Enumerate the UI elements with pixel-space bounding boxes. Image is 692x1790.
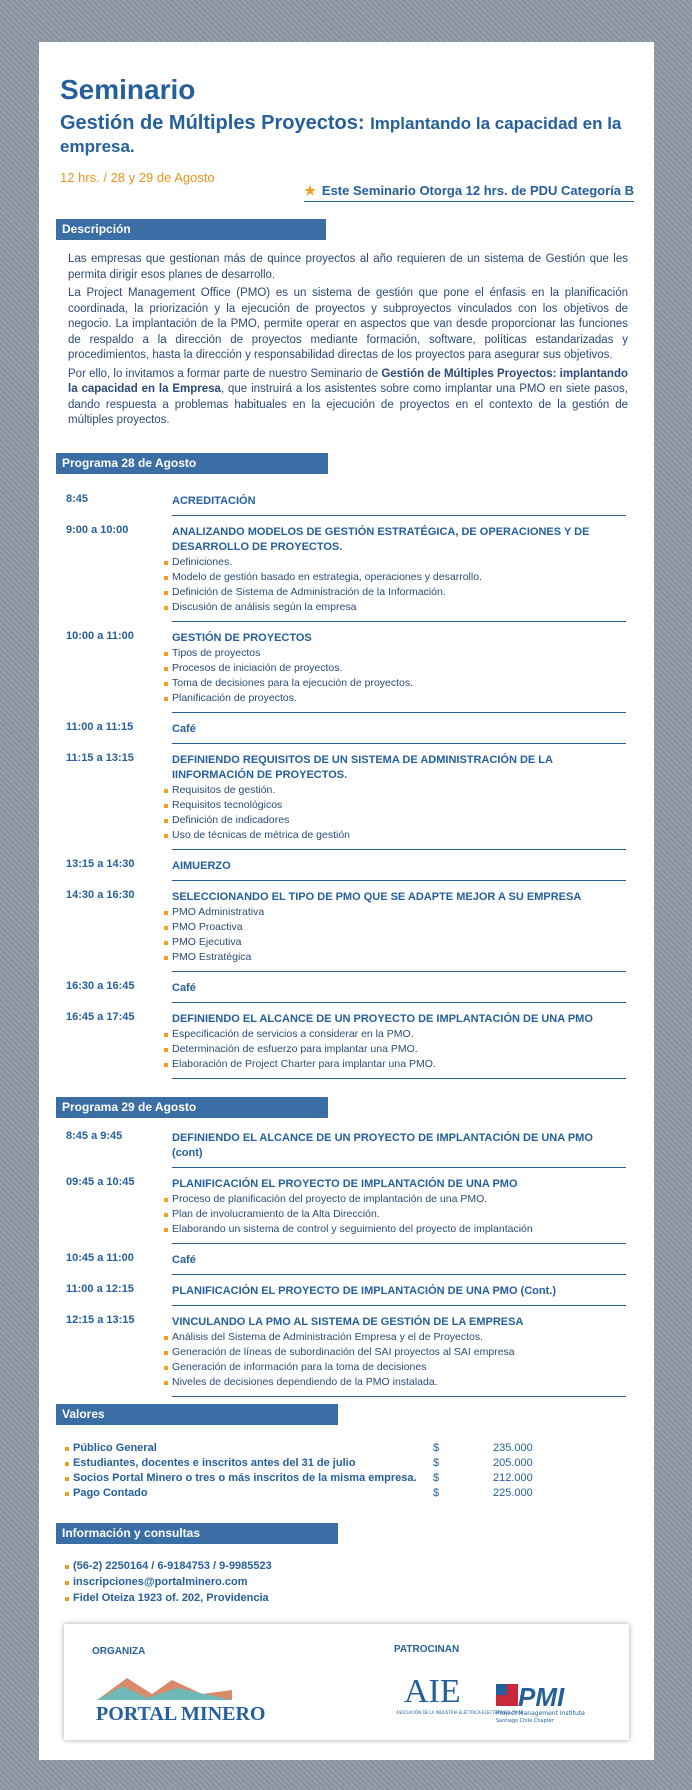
schedule-body: [172, 980, 626, 1003]
schedule-body: [172, 524, 626, 622]
schedule-heading: DEFINIENDO EL ALCANCE DE UN PROYECTO DE IMPLANTACIÓN DE UNA PMO: [172, 1013, 593, 1025]
price-amount: 205.000: [493, 1457, 533, 1469]
schedule-heading: SELECCIONANDO EL TIPO DE PMO QUE SE ADAPTE MEJOR A SU EMPRESA: [172, 891, 582, 903]
description-p2: La Project Management Office (PMO) es un sistema de gestión que pone el énfasis en la planificación coordinada, la priorización y la ejecución de proyectos y subproyectos vinculados con los objetivos de negocio. La implantación de la PMO, permite operar en aspectos que van desde proporcionar las funciones de respaldo a la dirección de proyectos mediante formación, software, políticas estandarizadas y procedimientos, hasta la dirección y responsabilidad directas de los proyectos para asegurar sus objetivos.: [68, 287, 628, 361]
page-title: Seminario: [60, 74, 196, 105]
schedule-time: 16:45 a 17:45: [66, 1011, 135, 1023]
schedule-heading: Café: [172, 723, 196, 735]
schedule-item: Análisis del Sistema de Administración Empresa y el de Proyectos.: [172, 1330, 626, 1345]
price-row: [73, 1442, 533, 1457]
section-informacion: Información y consultas: [56, 1523, 338, 1544]
schedule-row: [66, 1314, 626, 1397]
pmi-caption-2: Santiago Chile Chapter: [496, 1718, 554, 1724]
schedule-body: [172, 630, 626, 713]
star-icon: ★: [304, 183, 316, 198]
schedule-row: [66, 721, 626, 744]
contact-email[interactable]: inscripciones@portalminero.com: [73, 1576, 272, 1592]
pmi-logo-text: PMI: [518, 1682, 565, 1712]
pmi-caption-1: Project Management Institute: [496, 1710, 585, 1717]
schedule-heading: PLANIFICACIÓN EL PROYECTO DE IMPLANTACIÓN DE UNA PMO: [172, 1178, 518, 1190]
schedule-row: [66, 1252, 626, 1275]
schedule-heading: PLANIFICACIÓN EL PROYECTO DE IMPLANTACIÓN DE UNA PMO (Cont.): [172, 1285, 556, 1297]
schedule-body: [172, 1130, 626, 1168]
price-amount: 212.000: [493, 1472, 533, 1484]
schedule-item: Elaboración de Project Charter para implantar una PMO.: [172, 1057, 626, 1072]
schedule-body: [172, 1176, 626, 1244]
description-p1: Las empresas que gestionan más de quince proyectos al año requieren de un sistema de Gestión que les permita dirigir esos planes de desarrollo.: [68, 253, 628, 281]
schedule-body: [172, 1283, 626, 1306]
price-label: Estudiantes, docentes e inscritos antes del 31 de julio: [73, 1457, 356, 1469]
schedule-heading: DEFINIENDO EL ALCANCE DE UN PROYECTO DE IMPLANTACIÓN DE UNA PMO (cont): [172, 1132, 593, 1159]
pdu-text: Este Seminario Otorga 12 hrs. de PDU Categoría B: [321, 183, 634, 198]
schedule-time: 10:00 a 11:00: [66, 630, 134, 642]
price-cur: $: [433, 1442, 440, 1454]
schedule-heading: ANALIZANDO MODELOS DE GESTIÓN ESTRATÉGICA, DE OPERACIONES Y DE DESARROLLO DE PROYECTOS.: [172, 526, 590, 553]
schedule-row: [66, 752, 626, 850]
schedule-item: Determinación de esfuerzo para implantar una PMO.: [172, 1042, 626, 1057]
description-p3: [68, 367, 628, 429]
schedule-item: Modelo de gestión basado en estrategia, operaciones y desarrollo.: [172, 570, 626, 585]
schedule-body: [172, 721, 626, 744]
schedule-row: [66, 1011, 626, 1079]
schedule-time: 11:00 a 12:15: [66, 1283, 134, 1295]
schedule-body: [172, 889, 626, 972]
schedule-item: Plan de involucramiento de la Alta Dirección.: [172, 1207, 626, 1222]
schedule-time: 10:45 a 11:00: [66, 1252, 134, 1264]
seminar-flyer: [39, 42, 654, 1760]
aie-caption: ASOCIACIÓN DE LA INDUSTRIA ELÉCTRICA-ELECTRÓNICA CHILE: [396, 1710, 524, 1715]
schedule-heading: DEFINIENDO REQUISITOS DE UN SISTEMA DE ADMINISTRACIÓN DE LA IINFORMACIÓN DE PROYECTOS.: [172, 754, 553, 781]
schedule-heading: Café: [172, 1254, 196, 1266]
schedule-time: 09:45 a 10:45: [66, 1176, 135, 1188]
price-amount: 235.000: [493, 1442, 533, 1454]
schedule-body: [172, 1314, 626, 1397]
schedule-time: 8:45 a 9:45: [66, 1130, 123, 1142]
schedule-items: [172, 1192, 626, 1237]
price-row: [73, 1457, 533, 1472]
portal-minero-text: PORTAL MINERO: [96, 1703, 266, 1725]
price-cur: $: [433, 1472, 440, 1484]
description-p3c: , que instruirá a los asistentes sobre como implantar una PMO en siete pasos, dando respuesta a problemas habituales en la ejecución de proyectos en el contexto de la gestión de múltiples proyectos.: [68, 383, 628, 426]
schedule-item: PMO Proactiva: [172, 920, 626, 935]
schedule-body: [172, 1252, 626, 1275]
schedule-time: 13:15 a 14:30: [66, 858, 135, 870]
schedule-time: 11:00 a 11:15: [66, 721, 134, 733]
schedule-day1: [66, 493, 626, 1087]
schedule-body: [172, 858, 626, 881]
price-row: [73, 1472, 533, 1487]
seminar-dates: 12 hrs. / 28 y 29 de Agosto: [60, 170, 215, 185]
pdu-note: [304, 183, 634, 202]
price-cur: $: [433, 1457, 440, 1469]
schedule-body: [172, 752, 626, 850]
patrocinan-label: PATROCINAN: [394, 1644, 460, 1655]
description: [68, 252, 628, 432]
schedule-item: Niveles de decisiones dependiendo de la PMO instalada.: [172, 1375, 626, 1390]
contact-address: Fidel Oteiza 1923 of. 202, Providencia: [73, 1592, 272, 1608]
schedule-item: Definiciones.: [172, 555, 626, 570]
schedule-row: [66, 524, 626, 622]
schedule-item: Generación de información para la toma de decisiones: [172, 1360, 626, 1375]
schedule-item: Generación de líneas de subordinación del SAI proyectos al SAI empresa: [172, 1345, 626, 1360]
price-row: [73, 1487, 533, 1502]
schedule-row: [66, 889, 626, 972]
contact-phone: (56-2) 2250164 / 6-9184753 / 9-9985523: [73, 1560, 272, 1576]
schedule-item: Planificación de proyectos.: [172, 691, 626, 706]
schedule-item: Especificación de servicios a considerar en la PMO.: [172, 1027, 626, 1042]
schedule-item: Procesos de iniciación de proyectos.: [172, 661, 626, 676]
schedule-row: [66, 980, 626, 1003]
schedule-item: Definición de indicadores: [172, 813, 626, 828]
schedule-item: PMO Estratégica: [172, 950, 626, 965]
schedule-item: Requisitos de gestión.: [172, 783, 626, 798]
schedule-items: [172, 646, 626, 706]
schedule-item: Definición de Sistema de Administración de la Información.: [172, 585, 626, 600]
price-list: [73, 1442, 533, 1502]
schedule-time: 16:30 a 16:45: [66, 980, 135, 992]
schedule-day2: [66, 1130, 626, 1405]
schedule-items: [172, 905, 626, 965]
schedule-heading: AIMUERZO: [172, 860, 231, 872]
schedule-items: [172, 1027, 626, 1072]
schedule-row: [66, 858, 626, 881]
schedule-items: [172, 1330, 626, 1390]
schedule-item: Elaborando un sistema de control y seguimiento del proyecto de implantación: [172, 1222, 626, 1237]
schedule-row: [66, 1176, 626, 1244]
schedule-row: [66, 493, 626, 516]
section-valores: Valores: [56, 1404, 338, 1425]
organiza-label: ORGANIZA: [92, 1646, 146, 1657]
aie-logo: [394, 1662, 524, 1732]
schedule-heading: Café: [172, 982, 196, 994]
price-label: Socios Portal Minero o tres o más inscritos de la misma empresa.: [73, 1472, 417, 1484]
price-cur: $: [433, 1487, 440, 1499]
schedule-items: [172, 783, 626, 843]
subtitle-rest: Implantando la capacidad en la empresa.: [60, 114, 622, 156]
pmi-logo: [494, 1680, 604, 1726]
schedule-time: 8:45: [66, 493, 89, 505]
schedule-time: 14:30 a 16:30: [66, 889, 135, 901]
schedule-row: [66, 630, 626, 713]
schedule-item: PMO Ejecutiva: [172, 935, 626, 950]
section-programa-28: Programa 28 de Agosto: [56, 453, 328, 474]
schedule-time: 11:15 a 13:15: [66, 752, 134, 764]
schedule-row: [66, 1130, 626, 1168]
schedule-item: Tipos de proyectos: [172, 646, 626, 661]
schedule-item: Proceso de planificación del proyecto de implantación de una PMO.: [172, 1192, 626, 1207]
schedule-row: [66, 1283, 626, 1306]
subtitle-main: Gestión de Múltiples Proyectos:: [60, 112, 365, 134]
schedule-time: 9:00 a 10:00: [66, 524, 129, 536]
schedule-heading: VINCULANDO LA PMO AL SISTEMA DE GESTIÓN DE LA EMPRESA: [172, 1316, 524, 1328]
schedule-item: Discusión de análisis según la empresa: [172, 600, 626, 615]
sponsors-box: [64, 1624, 629, 1740]
description-p3-bold: Gestión de Múltiples Proyectos: implantando la capacidad en la Empresa: [68, 367, 628, 395]
section-programa-29: Programa 29 de Agosto: [56, 1097, 328, 1118]
aie-logo-text: AIE: [404, 1673, 461, 1710]
section-descripcion: Descripción: [56, 219, 326, 240]
schedule-item: Toma de decisiones para la ejecución de proyectos.: [172, 676, 626, 691]
price-label: Público General: [73, 1442, 157, 1454]
schedule-body: [172, 1011, 626, 1079]
price-label: Pago Contado: [73, 1487, 148, 1499]
schedule-item: Uso de técnicas de métrica de gestión: [172, 828, 626, 843]
portal-minero-logo: [92, 1670, 266, 1726]
schedule-heading: ACREDITACIÓN: [172, 495, 256, 507]
description-p3a: Por ello, lo invitamos a formar parte de nuestro Seminario de: [68, 367, 382, 380]
schedule-time: 12:15 a 13:15: [66, 1314, 135, 1326]
page-subtitle: [60, 112, 640, 158]
schedule-body: [172, 493, 626, 516]
schedule-heading: GESTIÓN DE PROYECTOS: [172, 632, 312, 644]
price-amount: 225.000: [493, 1487, 533, 1499]
schedule-items: [172, 555, 626, 615]
pmi-flag-canton: [496, 1684, 507, 1695]
contact-info: [73, 1560, 272, 1608]
schedule-item: Requisitos tecnológicos: [172, 798, 626, 813]
schedule-item: PMO Administrativa: [172, 905, 626, 920]
